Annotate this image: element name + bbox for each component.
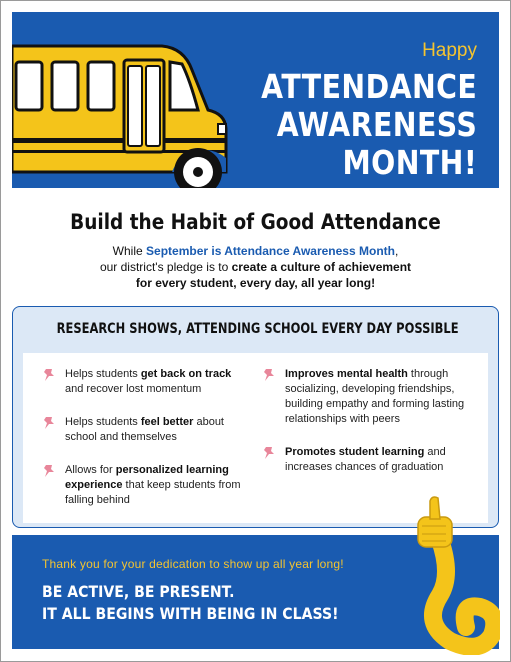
- school-bus-icon: [12, 40, 242, 188]
- bullet-text: Helps students: [65, 368, 141, 380]
- pushpin-icon: [43, 464, 57, 478]
- intro-title: Build the Habit of Good Attendance: [70, 210, 441, 234]
- bullet-text: through socializing, developing friendships, building empathy and forming lasting relationships with peers: [285, 368, 465, 425]
- research-right-column: [263, 367, 473, 493]
- list-item: [43, 367, 248, 397]
- intro-line-1-prefix: While: [112, 244, 147, 258]
- bullet-text: and increases chances of graduation: [285, 446, 446, 473]
- thumbs-up-icon: [400, 495, 500, 655]
- intro-line-2: [0, 259, 511, 275]
- bullet-text: and recover lost momentum: [65, 383, 202, 395]
- intro-line-1-suffix: ,: [394, 244, 399, 258]
- intro-text: [0, 243, 511, 291]
- bullet-bold: personalized learning experience: [65, 464, 229, 491]
- list-item: [43, 463, 248, 508]
- list-item: [43, 415, 248, 445]
- list-item: [263, 367, 473, 427]
- list-item: [263, 445, 473, 475]
- bullet-bold: get back on track: [140, 368, 232, 380]
- bullet-bold: feel better: [140, 416, 194, 428]
- slogan: [42, 581, 339, 625]
- intro-line-1: [0, 243, 511, 259]
- header-banner: [12, 12, 499, 188]
- headline-line-2: AWARENESS: [276, 105, 477, 144]
- slogan-line-1: BE ACTIVE, BE PRESENT.: [42, 582, 235, 601]
- research-title: RESEARCH SHOWS, ATTENDING SCHOOL EVERY DAY POSSIBLE: [56, 321, 459, 337]
- bullet-text: Helps students: [65, 416, 141, 428]
- bullet-text: that keep students from falling behind: [65, 479, 241, 506]
- headline-line-3: MONTH!: [342, 143, 477, 182]
- pushpin-icon: [263, 446, 277, 460]
- pushpin-icon: [43, 368, 57, 382]
- pushpin-icon: [263, 368, 277, 382]
- pushpin-icon: [43, 416, 57, 430]
- happy-text: Happy: [422, 40, 477, 61]
- intro-highlight: September is Attendance Awareness Month: [146, 244, 395, 258]
- bullet-text: Allows for: [65, 464, 116, 476]
- slogan-line-2: IT ALL BEGINS WITH BEING IN CLASS!: [42, 604, 339, 623]
- intro-line-2-bold: create a culture of achievement: [231, 260, 412, 274]
- bullet-bold: Promotes student learning: [285, 446, 425, 458]
- banner-headline: [261, 68, 477, 182]
- research-left-column: [43, 367, 248, 526]
- bullet-bold: Improves mental health: [285, 368, 408, 380]
- intro-line-2-prefix: our district's pledge is to: [99, 260, 232, 274]
- intro-line-3: [0, 275, 511, 291]
- thanks-text: Thank you for your dedication to show up all year long!: [42, 557, 344, 571]
- bullet-text: about school and themselves: [65, 416, 224, 443]
- intro-line-3-bold: for every student, every day, all year long!: [135, 276, 376, 290]
- headline-line-1: ATTENDANCE: [260, 67, 477, 106]
